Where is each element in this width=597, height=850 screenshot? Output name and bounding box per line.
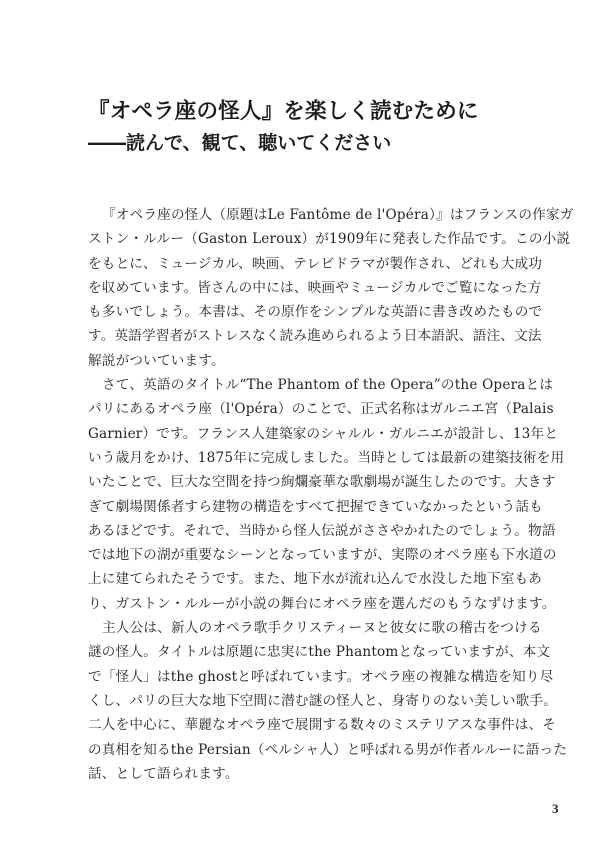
text-line: あるほどです。それで、当時から怪人伝説がささやかれたのでしょう。物語 [88,522,556,539]
text-line: パリにあるオペラ座（l'Opéra）のことで、正式名称はガルニエ宮（Palais [88,401,554,418]
text-line: 解説がついています。 [88,352,225,369]
text-line: 二人を中心に、華麗なオペラ座で展開する数々のミステリアスな事件は、そ [88,717,557,734]
text-line: も多いでしょう。本書は、その原作をシンプルな英語に書き改めたもので [88,304,543,321]
text-line: ぎて劇場関係者すら建物の構造をすべて把握できていなかったという話も [88,498,543,515]
body-text [88,203,574,786]
text-line: 『オペラ座の怪人（原題はLe Fantôme de l'Opéra）』はフランスの作家ガ [102,207,574,223]
text-line: 主人公は、新人のオペラ歌手クリスティーヌと彼女に歌の稽古をつける [102,620,542,637]
text-line: ストン・ルルー（Gaston Leroux）が1909年に発表した作品です。この小説 [88,231,571,248]
text-line: 話、として語られます。 [88,765,239,782]
paragraph-2 [88,373,565,616]
text-line: の真相を知るthe Persian（ペルシャ人）と呼ばれる男が作者ルルーに語った [88,741,568,758]
text-line: くし、パリの巨大な地下空間に潜む謎の怪人と、身寄りのない美しい歌手。 [88,692,557,709]
text-line: 上に建てられたそうです。また、地下水が流れ込んで水没した地下室もあ [88,571,543,588]
text-line: いう歳月をかけ、1875年に完成しました。当時としては最新の建築技術を用 [88,449,565,466]
chapter-title-block [88,96,558,157]
chapter-title: 『オペラ座の怪人』を楽しく読むために [88,99,479,124]
text-line: す。英語学習者がストレスなく読み進められるよう日本語訳、語注、文法 [88,328,542,345]
text-line: さて、英語のタイトル“The Phantom of the Opera”のthe Operaとは [102,377,554,394]
paragraph-3 [88,616,568,786]
chapter-subtitle: ――読んで、観て、聴いてください [88,132,392,154]
page-number: 3 [552,801,559,816]
text-line: では地下の湖が重要なシーンとなっていますが、実際のオペラ座も下水道の [88,547,557,564]
text-line: いたことで、巨大な空間を持つ絢爛豪華な歌劇場が誕生したのです。大きす [88,474,556,491]
text-line: を収めています。皆さんの中には、映画やミュージカルでご覧になった方 [88,279,542,296]
text-line: Garnier）です。フランス人建築家のシャルル・ガルニエが設計し、13年と [88,425,559,442]
text-line: り、ガストン・ルルーが小説の舞台にオペラ座を選んだのもうなずけます。 [88,595,556,612]
text-line: をもとに、ミュージカル、映画、テレビドラマが製作され、どれも大成功 [88,255,543,272]
text-line: で「怪人」はthe ghostと呼ばれています。オペラ座の複雑な構造を知り尽 [88,668,554,685]
text-line: 謎の怪人。タイトルは原題に忠実にthe Phantomとなっていますが、本文 [88,644,551,661]
paragraph-1 [88,203,574,373]
